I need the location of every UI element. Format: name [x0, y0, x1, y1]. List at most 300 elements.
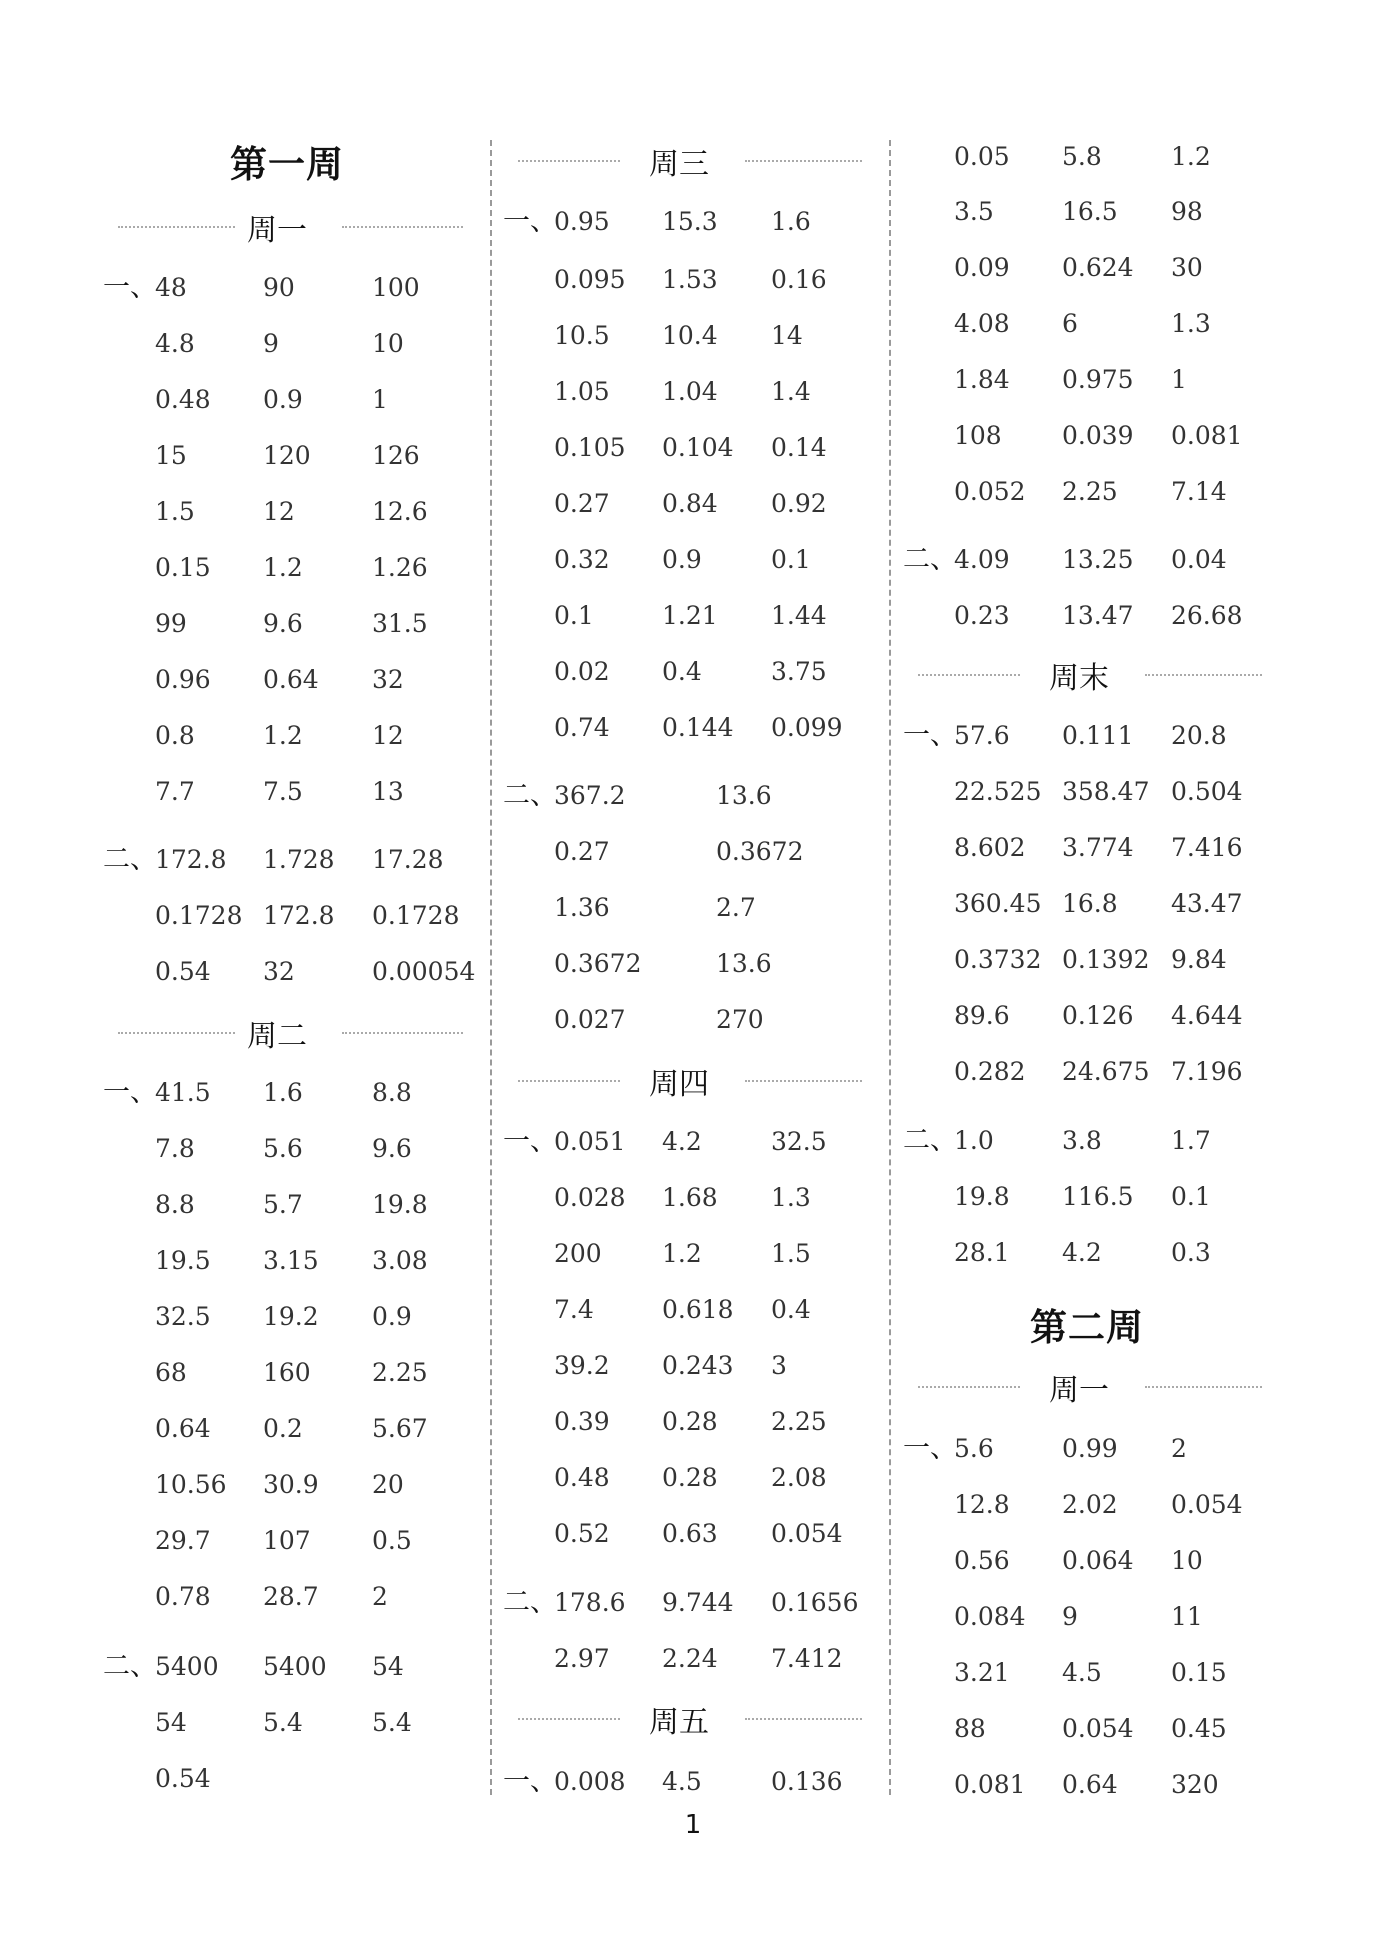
- day-heading: [490, 135, 890, 185]
- answer-row: [490, 1173, 890, 1223]
- answer-row: [890, 355, 1290, 405]
- answer-value: 14: [771, 321, 803, 350]
- answer-value: 0.9: [372, 1302, 412, 1331]
- section-number: 二、: [503, 1587, 557, 1618]
- answer-value: 7.8: [155, 1134, 195, 1163]
- answer-value: 0.054: [1171, 1490, 1243, 1519]
- answer-value: 32.5: [155, 1302, 211, 1331]
- answer-value: 98: [1171, 197, 1203, 226]
- answer-value: 0.64: [263, 665, 319, 694]
- answer-row: [490, 479, 890, 529]
- answer-value: 3.08: [372, 1246, 428, 1275]
- answer-value: 9: [263, 329, 279, 358]
- answer-value: 126: [372, 441, 420, 470]
- answer-row: [0, 1516, 490, 1566]
- answer-value: 0.054: [1062, 1714, 1134, 1743]
- answer-row: [0, 375, 490, 425]
- answer-value: 0.624: [1062, 253, 1134, 282]
- answer-value: 8.8: [155, 1190, 195, 1219]
- answer-value: 10: [372, 329, 404, 358]
- answer-value: 0.28: [662, 1463, 718, 1492]
- answer-value: 24.675: [1062, 1057, 1150, 1086]
- answer-value: 3.15: [263, 1246, 319, 1275]
- dotted-rule: [118, 1032, 235, 1034]
- answer-value: 29.7: [155, 1526, 211, 1555]
- answer-row: [490, 1509, 890, 1559]
- answer-value: 0.126: [1062, 1001, 1134, 1030]
- answer-value: 0.243: [662, 1351, 734, 1380]
- answer-row: [0, 543, 490, 593]
- answer-value: 1.4: [771, 377, 811, 406]
- answer-row: [890, 1480, 1290, 1530]
- answer-value: 9.6: [372, 1134, 412, 1163]
- answer-value: 1.53: [662, 265, 718, 294]
- answer-value: 2.08: [771, 1463, 827, 1492]
- answer-value: 15.3: [662, 207, 718, 236]
- answer-value: 19.2: [263, 1302, 319, 1331]
- answer-value: 13.25: [1062, 545, 1134, 574]
- answer-value: 0.144: [662, 713, 734, 742]
- answer-value: 9.744: [662, 1588, 734, 1617]
- answer-value: 99: [155, 609, 187, 638]
- answer-row: [890, 243, 1290, 293]
- answer-value: 320: [1171, 1770, 1219, 1799]
- answer-value: 13.47: [1062, 601, 1134, 630]
- answer-value: 0.15: [1171, 1658, 1227, 1687]
- answer-value: 0.78: [155, 1582, 211, 1611]
- answer-value: 12: [372, 721, 404, 750]
- answer-value: 10: [1171, 1546, 1203, 1575]
- answer-value: 1.3: [771, 1183, 811, 1212]
- answer-value: 5.67: [372, 1414, 428, 1443]
- answer-value: 0.56: [954, 1546, 1010, 1575]
- answer-value: 1.728: [263, 845, 335, 874]
- answer-value: 7.196: [1171, 1057, 1243, 1086]
- answer-value: 1.26: [372, 553, 428, 582]
- answer-value: 0.54: [155, 1764, 211, 1793]
- answer-value: 0.4: [662, 657, 702, 686]
- week-title: 第一周: [230, 143, 344, 186]
- answer-value: 0.3672: [554, 949, 642, 978]
- answer-value: 358.47: [1062, 777, 1150, 806]
- answer-value: 17.28: [372, 845, 444, 874]
- answer-value: 0.27: [554, 489, 610, 518]
- answer-value: 0.09: [954, 253, 1010, 282]
- day-name: 周二: [247, 1019, 307, 1054]
- answer-row: [0, 1348, 490, 1398]
- section-number: 二、: [103, 844, 157, 875]
- answer-row: [0, 891, 490, 941]
- answer-row: [0, 1124, 490, 1174]
- answer-row: [490, 1757, 890, 1807]
- answer-row: [0, 1404, 490, 1454]
- answer-value: 0.92: [771, 489, 827, 518]
- answer-value: 0.054: [771, 1519, 843, 1548]
- answer-value: 1.0: [954, 1126, 994, 1155]
- answer-value: 100: [372, 273, 420, 302]
- answer-value: 0.16: [771, 265, 827, 294]
- answer-value: 0.084: [954, 1602, 1026, 1631]
- answer-row: [0, 1460, 490, 1510]
- day-name: 周一: [1049, 1373, 1109, 1408]
- answer-row: [0, 655, 490, 705]
- day-heading: [0, 201, 490, 251]
- answer-value: 0.039: [1062, 421, 1134, 450]
- answer-value: 0.05: [954, 142, 1010, 171]
- answer-row: [890, 711, 1290, 761]
- answer-value: 5.8: [1062, 142, 1102, 171]
- day-name: 周三: [649, 147, 709, 182]
- answer-row: [890, 823, 1290, 873]
- answer-value: 12.8: [954, 1490, 1010, 1519]
- answer-value: 1: [1171, 365, 1187, 394]
- answer-row: [890, 1648, 1290, 1698]
- day-heading: [490, 1055, 890, 1105]
- section-number: 二、: [503, 780, 557, 811]
- answer-value: 2.24: [662, 1644, 718, 1673]
- answer-value: 0.1728: [372, 901, 460, 930]
- section-number: 一、: [103, 272, 157, 303]
- answer-value: 0.111: [1062, 721, 1134, 750]
- answer-row: [490, 1229, 890, 1279]
- answer-value: 89.6: [954, 1001, 1010, 1030]
- answer-value: 0.008: [554, 1767, 626, 1796]
- answer-row: [890, 1536, 1290, 1586]
- answer-value: 1.7: [1171, 1126, 1211, 1155]
- answer-row: [490, 1397, 890, 1447]
- answer-value: 28.1: [954, 1238, 1010, 1267]
- answer-value: 32: [263, 957, 295, 986]
- answer-value: 10.56: [155, 1470, 227, 1499]
- answer-value: 0.74: [554, 713, 610, 742]
- answer-value: 1.6: [771, 207, 811, 236]
- answer-value: 0.3: [1171, 1238, 1211, 1267]
- answer-value: 10.5: [554, 321, 610, 350]
- answer-value: 0.64: [1062, 1770, 1118, 1799]
- section-number: 二、: [903, 544, 957, 575]
- answer-value: 4.5: [662, 1767, 702, 1796]
- answer-value: 0.4: [771, 1295, 811, 1324]
- answer-value: 2: [1171, 1434, 1187, 1463]
- answer-value: 0.099: [771, 713, 843, 742]
- answer-value: 8.8: [372, 1078, 412, 1107]
- answer-row: [890, 1172, 1290, 1222]
- answer-value: 160: [263, 1358, 311, 1387]
- answer-value: 1.2: [263, 553, 303, 582]
- answer-row: [0, 487, 490, 537]
- answer-value: 7.14: [1171, 477, 1227, 506]
- day-name: 周末: [1049, 661, 1109, 696]
- dotted-rule: [1145, 674, 1262, 676]
- answer-value: 0.04: [1171, 545, 1227, 574]
- answer-value: 1.2: [1171, 142, 1211, 171]
- answer-value: 360.45: [954, 889, 1042, 918]
- answer-value: 19.5: [155, 1246, 211, 1275]
- dotted-rule: [118, 226, 235, 228]
- answer-value: 19.8: [954, 1182, 1010, 1211]
- answer-row: [890, 1760, 1290, 1810]
- answer-row: [0, 431, 490, 481]
- answer-row: [490, 1453, 890, 1503]
- dotted-rule: [918, 674, 1020, 676]
- answer-value: 0.00054: [372, 957, 476, 986]
- answer-value: 26.68: [1171, 601, 1243, 630]
- answer-row: [890, 591, 1290, 641]
- section-number: 一、: [503, 206, 557, 237]
- answer-value: 1.2: [662, 1239, 702, 1268]
- answer-value: 0.504: [1171, 777, 1243, 806]
- answer-value: 2.25: [771, 1407, 827, 1436]
- answer-value: 2.25: [1062, 477, 1118, 506]
- answer-value: 9: [1062, 1602, 1078, 1631]
- day-name: 周四: [649, 1067, 709, 1102]
- answer-value: 90: [263, 273, 295, 302]
- answer-value: 4.2: [1062, 1238, 1102, 1267]
- answer-row: [890, 767, 1290, 817]
- dotted-rule: [342, 226, 463, 228]
- answer-value: 4.09: [954, 545, 1010, 574]
- answer-value: 1: [372, 385, 388, 414]
- answer-row: [0, 263, 490, 313]
- answer-value: 5400: [155, 1652, 219, 1681]
- answer-row: [490, 535, 890, 585]
- answer-row: [890, 935, 1290, 985]
- answer-row: [890, 411, 1290, 461]
- answer-value: 2.97: [554, 1644, 610, 1673]
- answer-value: 0.051: [554, 1127, 626, 1156]
- answer-row: [0, 1698, 490, 1748]
- answer-row: [0, 1642, 490, 1692]
- answer-value: 0.618: [662, 1295, 734, 1324]
- answer-value: 1.44: [771, 601, 827, 630]
- answer-value: 39.2: [554, 1351, 610, 1380]
- dotted-rule: [518, 1080, 620, 1082]
- answer-value: 108: [954, 421, 1002, 450]
- answer-value: 0.45: [1171, 1714, 1227, 1743]
- answer-value: 116.5: [1062, 1182, 1134, 1211]
- answer-row: [0, 599, 490, 649]
- answer-value: 4.5: [1062, 1658, 1102, 1687]
- answer-value: 0.975: [1062, 365, 1134, 394]
- dotted-rule: [342, 1032, 463, 1034]
- answer-value: 3.21: [954, 1658, 1010, 1687]
- answer-value: 43.47: [1171, 889, 1243, 918]
- answer-value: 16.8: [1062, 889, 1118, 918]
- answer-value: 12: [263, 497, 295, 526]
- answer-value: 9.84: [1171, 945, 1227, 974]
- answer-value: 7.416: [1171, 833, 1243, 862]
- answer-row: [490, 1341, 890, 1391]
- answer-value: 0.095: [554, 265, 626, 294]
- section-number: 一、: [903, 720, 957, 751]
- answer-value: 0.48: [554, 1463, 610, 1492]
- answer-value: 10.4: [662, 321, 718, 350]
- answer-value: 367.2: [554, 781, 626, 810]
- answer-value: 4.08: [954, 309, 1010, 338]
- answer-row: [0, 1068, 490, 1118]
- answer-row: [490, 1117, 890, 1167]
- answer-value: 5.7: [263, 1190, 303, 1219]
- answer-row: [890, 1592, 1290, 1642]
- dotted-rule: [518, 1718, 620, 1720]
- answer-row: [890, 1704, 1290, 1754]
- answer-value: 7.5: [263, 777, 303, 806]
- answer-value: 5.4: [263, 1708, 303, 1737]
- answer-value: 120: [263, 441, 311, 470]
- answer-value: 1.84: [954, 365, 1010, 394]
- answer-value: 1.5: [155, 497, 195, 526]
- answer-value: 19.8: [372, 1190, 428, 1219]
- answer-value: 0.39: [554, 1407, 610, 1436]
- answer-value: 0.1656: [771, 1588, 859, 1617]
- answer-value: 9.6: [263, 609, 303, 638]
- answer-value: 28.7: [263, 1582, 319, 1611]
- answer-row: [0, 711, 490, 761]
- answer-value: 41.5: [155, 1078, 211, 1107]
- answer-row: [890, 132, 1290, 182]
- answer-row: [0, 1754, 490, 1804]
- answer-value: 68: [155, 1358, 187, 1387]
- answer-row: [490, 771, 890, 821]
- answer-value: 1.5: [771, 1239, 811, 1268]
- answer-row: [490, 703, 890, 753]
- answer-value: 0.5: [372, 1526, 412, 1555]
- day-name: 周一: [247, 213, 307, 248]
- answer-value: 15: [155, 441, 187, 470]
- answer-value: 1.3: [1171, 309, 1211, 338]
- answer-row: [890, 535, 1290, 585]
- day-heading: [890, 649, 1290, 699]
- answer-value: 5400: [263, 1652, 327, 1681]
- answer-row: [490, 883, 890, 933]
- day-name: 周五: [649, 1705, 709, 1740]
- answer-row: [890, 187, 1290, 237]
- answer-row: [0, 947, 490, 997]
- section-number: 一、: [903, 1433, 957, 1464]
- answer-value: 107: [263, 1526, 311, 1555]
- answer-value: 0.1728: [155, 901, 243, 930]
- answer-row: [0, 319, 490, 369]
- week-title: 第二周: [1030, 1306, 1144, 1349]
- answer-value: 0.064: [1062, 1546, 1134, 1575]
- answer-value: 32: [372, 665, 404, 694]
- answer-value: 0.105: [554, 433, 626, 462]
- answer-value: 0.02: [554, 657, 610, 686]
- answer-value: 0.081: [1171, 421, 1243, 450]
- answer-value: 5.6: [263, 1134, 303, 1163]
- section-number: 一、: [103, 1077, 157, 1108]
- answer-value: 0.95: [554, 207, 610, 236]
- answer-value: 0.3732: [954, 945, 1042, 974]
- answer-row: [890, 879, 1290, 929]
- answer-value: 0.99: [1062, 1434, 1118, 1463]
- section-number: 一、: [503, 1126, 557, 1157]
- answer-row: [890, 467, 1290, 517]
- answer-value: 0.14: [771, 433, 827, 462]
- answer-row: [0, 1292, 490, 1342]
- section-number: 二、: [103, 1651, 157, 1682]
- answer-value: 0.8: [155, 721, 195, 750]
- answer-value: 0.104: [662, 433, 734, 462]
- answer-value: 0.1: [1171, 1182, 1211, 1211]
- answer-value: 270: [716, 1005, 764, 1034]
- answer-row: [0, 835, 490, 885]
- answer-value: 48: [155, 273, 187, 302]
- dotted-rule: [918, 1386, 1020, 1388]
- answer-value: 0.9: [662, 545, 702, 574]
- answer-value: 1.04: [662, 377, 718, 406]
- answer-value: 0.028: [554, 1183, 626, 1212]
- answer-row: [490, 197, 890, 247]
- answer-row: [490, 647, 890, 697]
- answer-row: [890, 1116, 1290, 1166]
- answer-value: 11: [1171, 1602, 1203, 1631]
- answer-row: [490, 367, 890, 417]
- answer-row: [0, 1180, 490, 1230]
- answer-value: 3.774: [1062, 833, 1134, 862]
- dotted-rule: [1145, 1386, 1262, 1388]
- answer-row: [490, 995, 890, 1045]
- answer-value: 1.68: [662, 1183, 718, 1212]
- page-number: 1: [684, 1810, 702, 1840]
- answer-value: 22.525: [954, 777, 1042, 806]
- day-heading: [890, 1361, 1290, 1411]
- answer-value: 20.8: [1171, 721, 1227, 750]
- answer-value: 0.282: [954, 1057, 1026, 1086]
- answer-value: 0.28: [662, 1407, 718, 1436]
- answer-value: 5.6: [954, 1434, 994, 1463]
- answer-value: 4.2: [662, 1127, 702, 1156]
- answer-value: 0.9: [263, 385, 303, 414]
- answer-value: 3.8: [1062, 1126, 1102, 1155]
- answer-value: 8.602: [954, 833, 1026, 862]
- answer-value: 2.7: [716, 893, 756, 922]
- dotted-rule: [745, 160, 862, 162]
- answer-row: [0, 767, 490, 817]
- answer-value: 54: [372, 1652, 404, 1681]
- answer-value: 30: [1171, 253, 1203, 282]
- answer-value: 178.6: [554, 1588, 626, 1617]
- answer-value: 54: [155, 1708, 187, 1737]
- answer-value: 0.48: [155, 385, 211, 414]
- answer-row: [490, 591, 890, 641]
- dotted-rule: [745, 1718, 862, 1720]
- answer-value: 7.412: [771, 1644, 843, 1673]
- answer-value: 31.5: [372, 609, 428, 638]
- answer-row: [490, 1285, 890, 1335]
- answer-value: 0.23: [954, 601, 1010, 630]
- answer-value: 1.2: [263, 721, 303, 750]
- answer-value: 30.9: [263, 1470, 319, 1499]
- answer-value: 0.27: [554, 837, 610, 866]
- answer-value: 5.4: [372, 1708, 412, 1737]
- answer-value: 0.64: [155, 1414, 211, 1443]
- answer-row: [490, 827, 890, 877]
- answer-row: [890, 991, 1290, 1041]
- answer-value: 0.1: [771, 545, 811, 574]
- answer-value: 13: [372, 777, 404, 806]
- answer-value: 57.6: [954, 721, 1010, 750]
- day-heading: [490, 1693, 890, 1743]
- answer-value: 88: [954, 1714, 986, 1743]
- answer-row: [490, 1578, 890, 1628]
- answer-value: 20: [372, 1470, 404, 1499]
- dotted-rule: [518, 160, 620, 162]
- answer-value: 0.081: [954, 1770, 1026, 1799]
- answer-value: 2: [372, 1582, 388, 1611]
- answer-value: 4.8: [155, 329, 195, 358]
- answer-row: [890, 1047, 1290, 1097]
